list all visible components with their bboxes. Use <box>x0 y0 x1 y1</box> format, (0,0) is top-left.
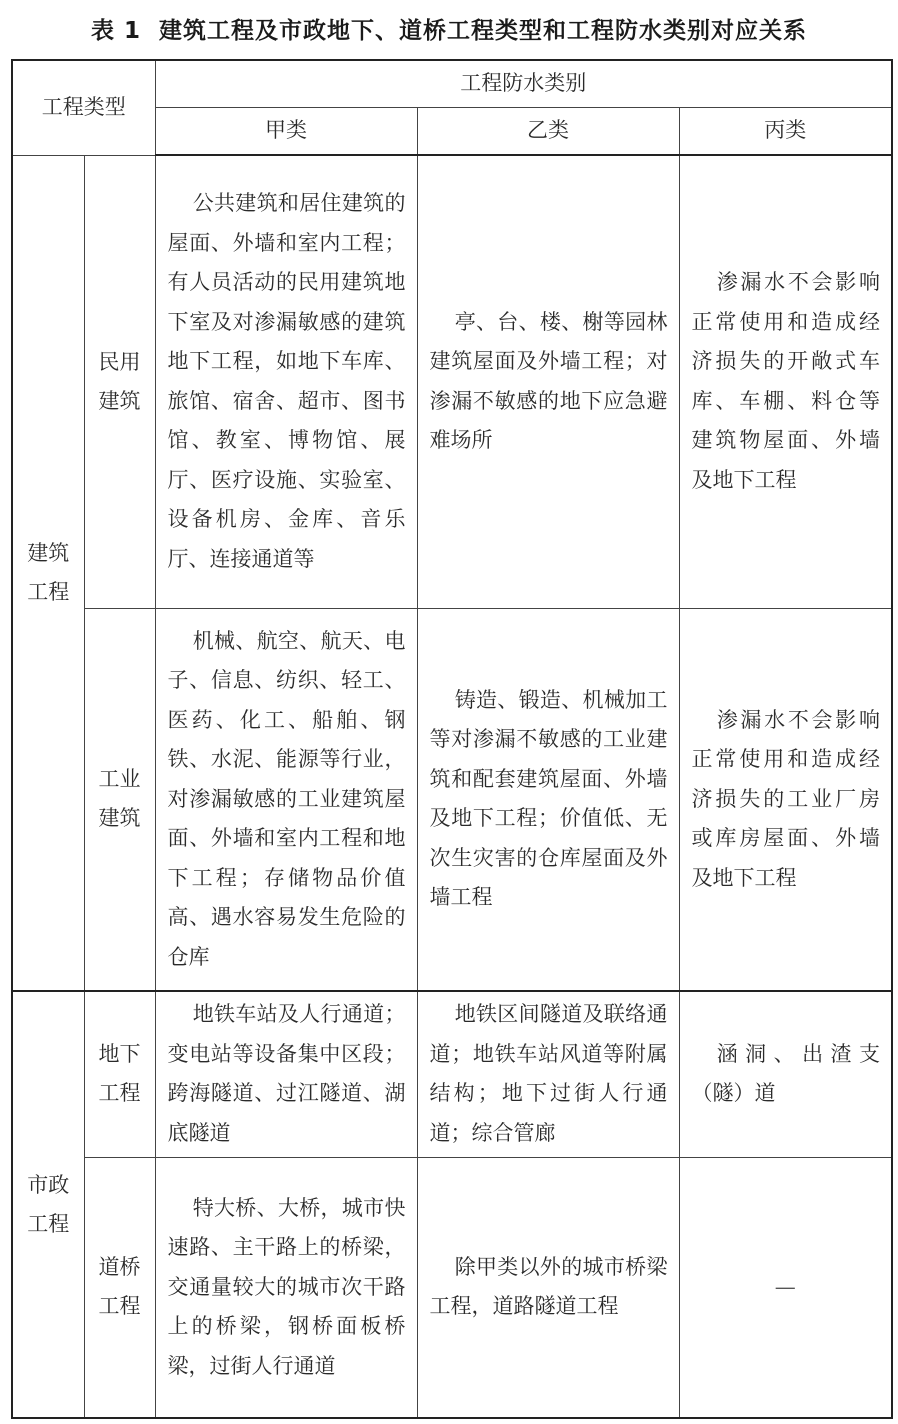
subtype-road-bridge: 道桥工程 <box>84 1157 155 1418</box>
header-class-a: 甲类 <box>155 107 417 155</box>
table-caption <box>0 12 898 45</box>
cell-class-c: — <box>679 1157 892 1418</box>
header-class-c: 丙类 <box>679 107 892 155</box>
cell-class-b: 除甲类以外的城市桥梁工程，道路隧道工程 <box>417 1157 679 1418</box>
cell-class-b: 地铁区间隧道及联络通道；地铁车站风道等附属结构；地下过街人行通道；综合管廊 <box>417 991 679 1157</box>
header-class-b: 乙类 <box>417 107 679 155</box>
subtype-industrial-building: 工业建筑 <box>84 608 155 991</box>
cell-class-c: 渗漏水不会影响正常使用和造成经济损失的工业厂房或库房屋面、外墙及地下工程 <box>679 608 892 991</box>
table-row <box>12 1157 892 1418</box>
table-row <box>12 608 892 991</box>
subtype-underground: 地下工程 <box>84 991 155 1157</box>
cell-class-a: 地铁车站及人行通道；变电站等设备集中区段；跨海隧道、过江隧道、湖底隧道 <box>155 991 417 1157</box>
subtype-civil-building: 民用建筑 <box>84 155 155 608</box>
header-engineering-type: 工程类型 <box>12 60 155 155</box>
cell-class-c: 涵洞、出渣支（隧）道 <box>679 991 892 1157</box>
cell-class-a: 特大桥、大桥，城市快速路、主干路上的桥梁，交通量较大的城市次干路上的桥梁，钢桥面板桥梁，过街人行通道 <box>155 1157 417 1418</box>
table-row <box>12 991 892 1157</box>
waterproof-category-table <box>11 59 893 1419</box>
table-row <box>12 155 892 608</box>
table-title: 建筑工程及市政地下、道桥工程类型和工程防水类别对应关系 <box>159 18 807 44</box>
cell-class-b: 亭、台、楼、榭等园林建筑屋面及外墙工程；对渗漏不敏感的地下应急避难场所 <box>417 155 679 608</box>
group-label-municipal: 市政工程 <box>12 991 84 1418</box>
cell-class-a: 机械、航空、航天、电子、信息、纺织、轻工、医药、化工、船舶、钢铁、水泥、能源等行业，对渗漏敏感的工业建筑屋面、外墙和室内工程和地下工程；存储物品价值高、遇水容易发生危险的仓库 <box>155 608 417 991</box>
group-label-building: 建筑工程 <box>12 155 84 991</box>
cell-class-c: 渗漏水不会影响正常使用和造成经济损失的开敞式车库、车棚、料仓等建筑物屋面、外墙及地下工程 <box>679 155 892 608</box>
table-number: 表 1 <box>90 18 141 44</box>
cell-class-b: 铸造、锻造、机械加工等对渗漏不敏感的工业建筑和配套建筑屋面、外墙及地下工程；价值低、无次生灾害的仓库屋面及外墙工程 <box>417 608 679 991</box>
header-waterproof-category: 工程防水类别 <box>155 60 892 107</box>
cell-class-a: 公共建筑和居住建筑的屋面、外墙和室内工程；有人员活动的民用建筑地下室及对渗漏敏感的建筑地下工程，如地下车库、旅馆、宿舍、超市、图书馆、教室、博物馆、展厅、医疗设施、实验室、设备机房、金库、音乐厅、连接通道等 <box>155 155 417 608</box>
